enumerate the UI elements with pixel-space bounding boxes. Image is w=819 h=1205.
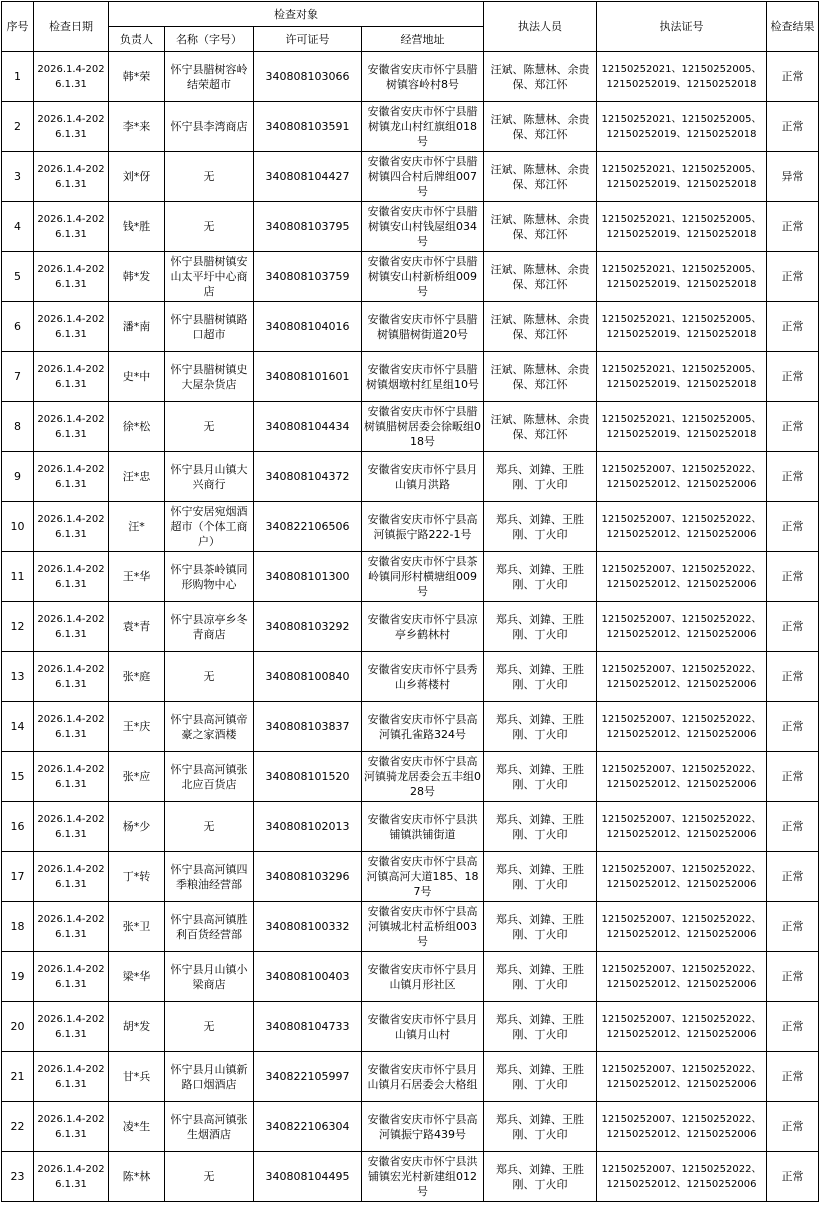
table-row xyxy=(2,102,819,152)
cell-seq: 18 xyxy=(2,902,34,952)
cell-person: 胡*发 xyxy=(109,1002,165,1052)
cell-address: 安徽省安庆市怀宁县腊树镇安山村新桥组009号 xyxy=(362,252,484,302)
cell-officers: 郑兵、刘鍏、王胜刚、丁火印 xyxy=(484,602,597,652)
cell-seq: 6 xyxy=(2,302,34,352)
cell-officers: 郑兵、刘鍏、王胜刚、丁火印 xyxy=(484,752,597,802)
cell-license: 340808100840 xyxy=(254,652,362,702)
cell-seq: 10 xyxy=(2,502,34,552)
cell-license: 340808103591 xyxy=(254,102,362,152)
table-row xyxy=(2,452,819,502)
cell-name: 无 xyxy=(165,152,254,202)
cell-name: 怀宁县高河镇张生烟酒店 xyxy=(165,1102,254,1152)
cell-result: 正常 xyxy=(767,752,819,802)
cell-name: 怀宁县月山镇大兴商行 xyxy=(165,452,254,502)
cell-name: 怀宁县腊树容岭结荣超市 xyxy=(165,52,254,102)
cell-officers: 汪斌、陈慧林、余贵保、郑江怀 xyxy=(484,152,597,202)
cell-seq: 12 xyxy=(2,602,34,652)
cell-address: 安徽省安庆市怀宁县秀山乡蒋楼村 xyxy=(362,652,484,702)
cell-address: 安徽省安庆市怀宁县腊树镇腊树街道20号 xyxy=(362,302,484,352)
cell-cert: 12150252007、12150252022、12150252012、12150252006 xyxy=(597,652,767,702)
cell-cert: 12150252007、12150252022、12150252012、12150252006 xyxy=(597,502,767,552)
header-officers: 执法人员 xyxy=(484,2,597,52)
table-row xyxy=(2,352,819,402)
cell-cert: 12150252007、12150252022、12150252012、12150252006 xyxy=(597,1052,767,1102)
cell-seq: 7 xyxy=(2,352,34,402)
cell-person: 史*中 xyxy=(109,352,165,402)
cell-date: 2026.1.4-2026.1.31 xyxy=(34,1102,109,1152)
cell-name: 怀宁县腊树镇安山太平圩中心商店 xyxy=(165,252,254,302)
cell-date: 2026.1.4-2026.1.31 xyxy=(34,102,109,152)
cell-name: 无 xyxy=(165,202,254,252)
cell-license: 340808104372 xyxy=(254,452,362,502)
cell-date: 2026.1.4-2026.1.31 xyxy=(34,302,109,352)
header-cert: 执法证号 xyxy=(597,2,767,52)
table-row xyxy=(2,852,819,902)
cell-officers: 汪斌、陈慧林、余贵保、郑江怀 xyxy=(484,52,597,102)
cell-address: 安徽省安庆市怀宁县腊树镇四合村后牌组007号 xyxy=(362,152,484,202)
cell-name: 怀宁县高河镇胜利百货经营部 xyxy=(165,902,254,952)
cell-date: 2026.1.4-2026.1.31 xyxy=(34,252,109,302)
cell-seq: 3 xyxy=(2,152,34,202)
cell-name: 怀宁县月山镇新路口烟酒店 xyxy=(165,1052,254,1102)
cell-seq: 13 xyxy=(2,652,34,702)
cell-person: 丁*转 xyxy=(109,852,165,902)
cell-cert: 12150252007、12150252022、12150252012、12150252006 xyxy=(597,552,767,602)
cell-license: 340808101300 xyxy=(254,552,362,602)
cell-name: 怀宁县凉亭乡冬青商店 xyxy=(165,602,254,652)
cell-date: 2026.1.4-2026.1.31 xyxy=(34,1052,109,1102)
cell-license: 340808100332 xyxy=(254,902,362,952)
table-row xyxy=(2,702,819,752)
cell-officers: 郑兵、刘鍏、王胜刚、丁火印 xyxy=(484,852,597,902)
cell-person: 梁*华 xyxy=(109,952,165,1002)
cell-person: 韩*荣 xyxy=(109,52,165,102)
cell-address: 安徽省安庆市怀宁县月山镇月石居委会大格组 xyxy=(362,1052,484,1102)
cell-date: 2026.1.4-2026.1.31 xyxy=(34,452,109,502)
cell-result: 正常 xyxy=(767,502,819,552)
cell-name: 怀宁县月山镇小梁商店 xyxy=(165,952,254,1002)
cell-date: 2026.1.4-2026.1.31 xyxy=(34,402,109,452)
cell-license: 340822105997 xyxy=(254,1052,362,1102)
cell-name: 无 xyxy=(165,1152,254,1202)
cell-officers: 汪斌、陈慧林、余贵保、郑江怀 xyxy=(484,302,597,352)
cell-license: 340822106304 xyxy=(254,1102,362,1152)
table-row xyxy=(2,402,819,452)
table-row xyxy=(2,1152,819,1202)
cell-person: 杨*少 xyxy=(109,802,165,852)
cell-cert: 12150252021、12150252005、12150252019、12150252018 xyxy=(597,302,767,352)
cell-person: 凌*生 xyxy=(109,1102,165,1152)
cell-license: 340808104495 xyxy=(254,1152,362,1202)
cell-person: 张*卫 xyxy=(109,902,165,952)
cell-cert: 12150252021、12150252005、12150252019、12150252018 xyxy=(597,202,767,252)
cell-license: 340808101520 xyxy=(254,752,362,802)
cell-person: 王*庆 xyxy=(109,702,165,752)
table-row xyxy=(2,652,819,702)
table-row xyxy=(2,302,819,352)
table-row xyxy=(2,802,819,852)
cell-name: 无 xyxy=(165,1002,254,1052)
header-target: 检查对象 xyxy=(109,2,484,27)
cell-seq: 15 xyxy=(2,752,34,802)
cell-name: 怀宁县李湾商店 xyxy=(165,102,254,152)
cell-date: 2026.1.4-2026.1.31 xyxy=(34,852,109,902)
cell-officers: 汪斌、陈慧林、余贵保、郑江怀 xyxy=(484,252,597,302)
table-row xyxy=(2,202,819,252)
cell-address: 安徽省安庆市怀宁县高河镇振宁路222-1号 xyxy=(362,502,484,552)
header-result: 检查结果 xyxy=(767,2,819,52)
cell-seq: 16 xyxy=(2,802,34,852)
cell-date: 2026.1.4-2026.1.31 xyxy=(34,752,109,802)
table-body xyxy=(2,52,819,1202)
cell-seq: 5 xyxy=(2,252,34,302)
cell-cert: 12150252007、12150252022、12150252012、12150252006 xyxy=(597,602,767,652)
cell-date: 2026.1.4-2026.1.31 xyxy=(34,352,109,402)
cell-seq: 22 xyxy=(2,1102,34,1152)
cell-officers: 汪斌、陈慧林、余贵保、郑江怀 xyxy=(484,202,597,252)
cell-result: 异常 xyxy=(767,152,819,202)
cell-result: 正常 xyxy=(767,102,819,152)
cell-officers: 郑兵、刘鍏、王胜刚、丁火印 xyxy=(484,552,597,602)
cell-date: 2026.1.4-2026.1.31 xyxy=(34,202,109,252)
cell-officers: 郑兵、刘鍏、王胜刚、丁火印 xyxy=(484,702,597,752)
table-row xyxy=(2,552,819,602)
table-row xyxy=(2,252,819,302)
cell-license: 340808100403 xyxy=(254,952,362,1002)
cell-address: 安徽省安庆市怀宁县腊树镇安山村钱屋组034号 xyxy=(362,202,484,252)
cell-license: 340808104427 xyxy=(254,152,362,202)
cell-date: 2026.1.4-2026.1.31 xyxy=(34,502,109,552)
cell-name: 无 xyxy=(165,802,254,852)
cell-date: 2026.1.4-2026.1.31 xyxy=(34,52,109,102)
cell-result: 正常 xyxy=(767,552,819,602)
cell-name: 怀宁县高河镇帝豪之家酒楼 xyxy=(165,702,254,752)
cell-result: 正常 xyxy=(767,402,819,452)
cell-person: 甘*兵 xyxy=(109,1052,165,1102)
cell-address: 安徽省安庆市怀宁县凉亭乡鹤林村 xyxy=(362,602,484,652)
cell-seq: 2 xyxy=(2,102,34,152)
cell-person: 汪* xyxy=(109,502,165,552)
header-address: 经营地址 xyxy=(362,27,484,52)
cell-cert: 12150252007、12150252022、12150252012、12150252006 xyxy=(597,902,767,952)
cell-address: 安徽省安庆市怀宁县月山镇月形社区 xyxy=(362,952,484,1002)
cell-result: 正常 xyxy=(767,252,819,302)
cell-seq: 14 xyxy=(2,702,34,752)
cell-license: 340808104434 xyxy=(254,402,362,452)
header-person: 负责人 xyxy=(109,27,165,52)
cell-result: 正常 xyxy=(767,802,819,852)
cell-person: 张*庭 xyxy=(109,652,165,702)
cell-person: 张*应 xyxy=(109,752,165,802)
cell-person: 李*来 xyxy=(109,102,165,152)
cell-person: 刘*伢 xyxy=(109,152,165,202)
cell-name: 无 xyxy=(165,652,254,702)
cell-address: 安徽省安庆市怀宁县洪铺镇洪铺街道 xyxy=(362,802,484,852)
cell-address: 安徽省安庆市怀宁县高河镇振宁路439号 xyxy=(362,1102,484,1152)
cell-result: 正常 xyxy=(767,852,819,902)
cell-date: 2026.1.4-2026.1.31 xyxy=(34,1002,109,1052)
cell-result: 正常 xyxy=(767,952,819,1002)
cell-person: 徐*松 xyxy=(109,402,165,452)
cell-license: 340808103759 xyxy=(254,252,362,302)
cell-name: 怀宁县腊树镇史大屋杂货店 xyxy=(165,352,254,402)
header-name: 名称（字号） xyxy=(165,27,254,52)
cell-seq: 11 xyxy=(2,552,34,602)
cell-result: 正常 xyxy=(767,302,819,352)
cell-officers: 郑兵、刘鍏、王胜刚、丁火印 xyxy=(484,502,597,552)
cell-result: 正常 xyxy=(767,1002,819,1052)
cell-seq: 8 xyxy=(2,402,34,452)
cell-officers: 郑兵、刘鍏、王胜刚、丁火印 xyxy=(484,1102,597,1152)
table-row xyxy=(2,52,819,102)
table-row xyxy=(2,1102,819,1152)
cell-seq: 21 xyxy=(2,1052,34,1102)
cell-cert: 12150252007、12150252022、12150252012、12150252006 xyxy=(597,1102,767,1152)
table-row xyxy=(2,902,819,952)
cell-seq: 20 xyxy=(2,1002,34,1052)
cell-date: 2026.1.4-2026.1.31 xyxy=(34,552,109,602)
cell-result: 正常 xyxy=(767,352,819,402)
table-row xyxy=(2,1002,819,1052)
header-license: 许可证号 xyxy=(254,27,362,52)
cell-license: 340808103795 xyxy=(254,202,362,252)
cell-address: 安徽省安庆市怀宁县腊树镇烟墩村红星组10号 xyxy=(362,352,484,402)
cell-license: 340808104016 xyxy=(254,302,362,352)
cell-address: 安徽省安庆市怀宁县月山镇月洪路 xyxy=(362,452,484,502)
cell-result: 正常 xyxy=(767,52,819,102)
cell-cert: 12150252007、12150252022、12150252012、12150252006 xyxy=(597,702,767,752)
cell-officers: 郑兵、刘鍏、王胜刚、丁火印 xyxy=(484,1052,597,1102)
cell-cert: 12150252021、12150252005、12150252019、12150252018 xyxy=(597,402,767,452)
cell-cert: 12150252007、12150252022、12150252012、12150252006 xyxy=(597,802,767,852)
table-row xyxy=(2,502,819,552)
cell-address: 安徽省安庆市怀宁县高河镇骑龙居委会五丰组028号 xyxy=(362,752,484,802)
cell-date: 2026.1.4-2026.1.31 xyxy=(34,902,109,952)
cell-officers: 郑兵、刘鍏、王胜刚、丁火印 xyxy=(484,902,597,952)
cell-officers: 郑兵、刘鍏、王胜刚、丁火印 xyxy=(484,1152,597,1202)
cell-address: 安徽省安庆市怀宁县高河镇孔雀路324号 xyxy=(362,702,484,752)
cell-seq: 4 xyxy=(2,202,34,252)
cell-license: 340808101601 xyxy=(254,352,362,402)
cell-name: 怀宁县茶岭镇同形购物中心 xyxy=(165,552,254,602)
inspection-table xyxy=(1,1,819,1202)
cell-license: 340808103292 xyxy=(254,602,362,652)
cell-person: 王*华 xyxy=(109,552,165,602)
cell-result: 正常 xyxy=(767,652,819,702)
cell-result: 正常 xyxy=(767,1152,819,1202)
cell-date: 2026.1.4-2026.1.31 xyxy=(34,602,109,652)
cell-address: 安徽省安庆市怀宁县高河镇城北村孟桥组003号 xyxy=(362,902,484,952)
cell-officers: 郑兵、刘鍏、王胜刚、丁火印 xyxy=(484,952,597,1002)
cell-address: 安徽省安庆市怀宁县腊树镇龙山村红旗组018号 xyxy=(362,102,484,152)
cell-seq: 9 xyxy=(2,452,34,502)
cell-date: 2026.1.4-2026.1.31 xyxy=(34,652,109,702)
cell-address: 安徽省安庆市怀宁县腊树镇容岭村8号 xyxy=(362,52,484,102)
cell-seq: 17 xyxy=(2,852,34,902)
cell-cert: 12150252021、12150252005、12150252019、12150252018 xyxy=(597,252,767,302)
cell-officers: 汪斌、陈慧林、余贵保、郑江怀 xyxy=(484,102,597,152)
cell-person: 陈*林 xyxy=(109,1152,165,1202)
cell-result: 正常 xyxy=(767,702,819,752)
cell-address: 安徽省安庆市怀宁县月山镇月山村 xyxy=(362,1002,484,1052)
cell-officers: 汪斌、陈慧林、余贵保、郑江怀 xyxy=(484,402,597,452)
cell-cert: 12150252021、12150252005、12150252019、12150252018 xyxy=(597,152,767,202)
cell-officers: 汪斌、陈慧林、余贵保、郑江怀 xyxy=(484,352,597,402)
cell-address: 安徽省安庆市怀宁县洪铺镇宏光村新建组012号 xyxy=(362,1152,484,1202)
cell-cert: 12150252021、12150252005、12150252019、12150252018 xyxy=(597,52,767,102)
table-header xyxy=(2,2,819,52)
table-row xyxy=(2,1052,819,1102)
cell-officers: 郑兵、刘鍏、王胜刚、丁火印 xyxy=(484,452,597,502)
cell-license: 340808103066 xyxy=(254,52,362,102)
cell-result: 正常 xyxy=(767,452,819,502)
cell-license: 340808103837 xyxy=(254,702,362,752)
cell-date: 2026.1.4-2026.1.31 xyxy=(34,702,109,752)
cell-seq: 23 xyxy=(2,1152,34,1202)
cell-cert: 12150252007、12150252022、12150252012、12150252006 xyxy=(597,852,767,902)
cell-name: 怀宁县高河镇四季粮油经营部 xyxy=(165,852,254,902)
cell-cert: 12150252021、12150252005、12150252019、12150252018 xyxy=(597,102,767,152)
header-date: 检查日期 xyxy=(34,2,109,52)
table-row xyxy=(2,952,819,1002)
cell-address: 安徽省安庆市怀宁县腊树镇腊树居委会徐畈组018号 xyxy=(362,402,484,452)
cell-cert: 12150252007、12150252022、12150252012、12150252006 xyxy=(597,952,767,1002)
cell-name: 怀宁县腊树镇路口超市 xyxy=(165,302,254,352)
cell-person: 袁*青 xyxy=(109,602,165,652)
cell-seq: 19 xyxy=(2,952,34,1002)
cell-result: 正常 xyxy=(767,902,819,952)
cell-cert: 12150252007、12150252022、12150252012、12150252006 xyxy=(597,1152,767,1202)
cell-date: 2026.1.4-2026.1.31 xyxy=(34,1152,109,1202)
cell-cert: 12150252007、12150252022、12150252012、12150252006 xyxy=(597,752,767,802)
table-row xyxy=(2,752,819,802)
cell-date: 2026.1.4-2026.1.31 xyxy=(34,802,109,852)
cell-address: 安徽省安庆市怀宁县茶岭镇同形村横塘组009号 xyxy=(362,552,484,602)
cell-officers: 郑兵、刘鍏、王胜刚、丁火印 xyxy=(484,1002,597,1052)
cell-seq: 1 xyxy=(2,52,34,102)
cell-officers: 郑兵、刘鍏、王胜刚、丁火印 xyxy=(484,802,597,852)
cell-person: 韩*发 xyxy=(109,252,165,302)
table-row xyxy=(2,152,819,202)
cell-result: 正常 xyxy=(767,1102,819,1152)
cell-officers: 郑兵、刘鍏、王胜刚、丁火印 xyxy=(484,652,597,702)
cell-name: 怀宁县高河镇张北应百货店 xyxy=(165,752,254,802)
cell-person: 汪*忠 xyxy=(109,452,165,502)
cell-license: 340808102013 xyxy=(254,802,362,852)
cell-person: 钱*胜 xyxy=(109,202,165,252)
cell-date: 2026.1.4-2026.1.31 xyxy=(34,952,109,1002)
cell-cert: 12150252007、12150252022、12150252012、12150252006 xyxy=(597,1002,767,1052)
cell-date: 2026.1.4-2026.1.31 xyxy=(34,152,109,202)
cell-cert: 12150252021、12150252005、12150252019、12150252018 xyxy=(597,352,767,402)
header-seq: 序号 xyxy=(2,2,34,52)
cell-license: 340808103296 xyxy=(254,852,362,902)
cell-address: 安徽省安庆市怀宁县高河镇高河大道185、187号 xyxy=(362,852,484,902)
cell-person: 潘*南 xyxy=(109,302,165,352)
cell-result: 正常 xyxy=(767,1052,819,1102)
cell-name: 无 xyxy=(165,402,254,452)
table-row xyxy=(2,602,819,652)
cell-cert: 12150252007、12150252022、12150252012、12150252006 xyxy=(597,452,767,502)
cell-name: 怀宁安居宛烟酒超市（个体工商户） xyxy=(165,502,254,552)
cell-license: 340822106506 xyxy=(254,502,362,552)
cell-result: 正常 xyxy=(767,202,819,252)
cell-result: 正常 xyxy=(767,602,819,652)
cell-license: 340808104733 xyxy=(254,1002,362,1052)
